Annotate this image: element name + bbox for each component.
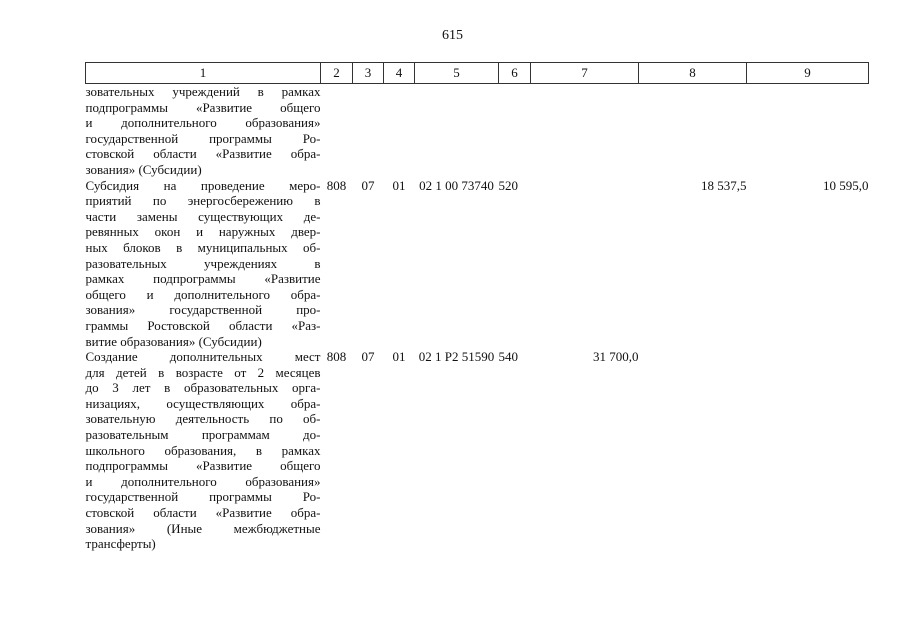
description-line: ных блоков в муниципальных об- <box>85 239 321 255</box>
cell-ministry: 808 <box>326 349 347 365</box>
description-line: для детей в возрасте от 2 месяцев <box>85 364 321 380</box>
header-col-4: 4 <box>384 63 415 84</box>
header-col-1: 1 <box>86 63 321 84</box>
description-line: общего и дополнительного обра- <box>85 286 321 302</box>
page-number: 615 <box>442 28 463 43</box>
cell-expense-type <box>499 84 531 178</box>
description-line: части замены существующих де- <box>85 208 321 224</box>
cell-amount-7: 31 700,0 <box>593 349 639 365</box>
header-col-8: 8 <box>639 63 747 84</box>
cell-section: 07 <box>361 349 375 365</box>
cell-target-article <box>415 84 499 178</box>
description-line: разовательным программам до- <box>85 427 321 443</box>
row-description <box>86 349 321 552</box>
description-line: зования» (Иные межбюджетные <box>85 520 321 536</box>
description-line: зовательных учреждений в рамках <box>85 84 321 99</box>
description-line: трансферты) <box>85 536 156 552</box>
cell-amount-9 <box>747 84 869 178</box>
description-line: государственной программы Ро- <box>85 130 321 146</box>
cell-amount-9: 10 595,0 <box>823 177 869 193</box>
description-line: Субсидия на проведение меро- <box>85 177 321 193</box>
cell-expense-type: 520 <box>498 177 518 193</box>
budget-table <box>85 62 869 552</box>
table-row <box>86 84 869 178</box>
cell-amount-7 <box>531 178 639 350</box>
description-line: граммы Ростовской области «Раз- <box>85 317 321 333</box>
header-col-6: 6 <box>499 63 531 84</box>
description-line: ревянных окон и наружных двер- <box>85 224 321 240</box>
description-line: зования» (Субсидии) <box>85 161 202 177</box>
description-line: зовательную деятельность по об- <box>85 411 321 427</box>
description-line: Создание дополнительных мест <box>85 349 321 365</box>
row-description <box>86 84 321 178</box>
table-row <box>86 178 869 350</box>
description-line: стовской области «Развитие обра- <box>85 146 321 162</box>
cell-amount-8 <box>639 349 747 552</box>
cell-amount-7 <box>531 84 639 178</box>
description-line: разовательных учреждениях в <box>85 255 321 271</box>
description-line: и дополнительного образования» <box>85 115 321 131</box>
cell-ministry: 808 <box>326 177 347 193</box>
table-row <box>86 349 869 552</box>
cell-target-article: 02 1 00 73740 <box>419 177 494 193</box>
cell-ministry <box>321 84 353 178</box>
description-line: до 3 лет в образовательных орга- <box>85 380 321 396</box>
row-description <box>86 178 321 350</box>
cell-section: 07 <box>361 177 375 193</box>
cell-target-article: 02 1 P2 51590 <box>418 349 495 365</box>
description-line: низациях, осуществляющих обра- <box>85 395 321 411</box>
header-col-3: 3 <box>353 63 384 84</box>
description-line: рамках подпрограммы «Развитие <box>85 271 321 287</box>
description-line: приятий по энергосбережению в <box>85 193 321 209</box>
description-line: подпрограммы «Развитие общего <box>85 99 321 115</box>
cell-subsection: 01 <box>392 349 406 365</box>
cell-subsection <box>384 84 415 178</box>
cell-amount-9 <box>747 349 869 552</box>
description-line: школьного образования, в рамках <box>85 442 321 458</box>
cell-section <box>353 84 384 178</box>
header-col-5: 5 <box>415 63 499 84</box>
header-col-2: 2 <box>321 63 353 84</box>
description-line: и дополнительного образования» <box>85 473 321 489</box>
cell-amount-8 <box>639 84 747 178</box>
header-col-9: 9 <box>747 63 869 84</box>
cell-amount-8: 18 537,5 <box>701 177 747 193</box>
description-line: государственной программы Ро- <box>85 489 321 505</box>
description-line: стовской области «Развитие обра- <box>85 505 321 521</box>
cell-subsection: 01 <box>392 177 406 193</box>
description-line: подпрограммы «Развитие общего <box>85 458 321 474</box>
header-row <box>86 63 869 84</box>
description-line: витие образования» (Субсидии) <box>85 333 262 349</box>
description-line: зования» государственной про- <box>85 302 321 318</box>
cell-expense-type: 540 <box>498 349 518 365</box>
header-col-7: 7 <box>531 63 639 84</box>
